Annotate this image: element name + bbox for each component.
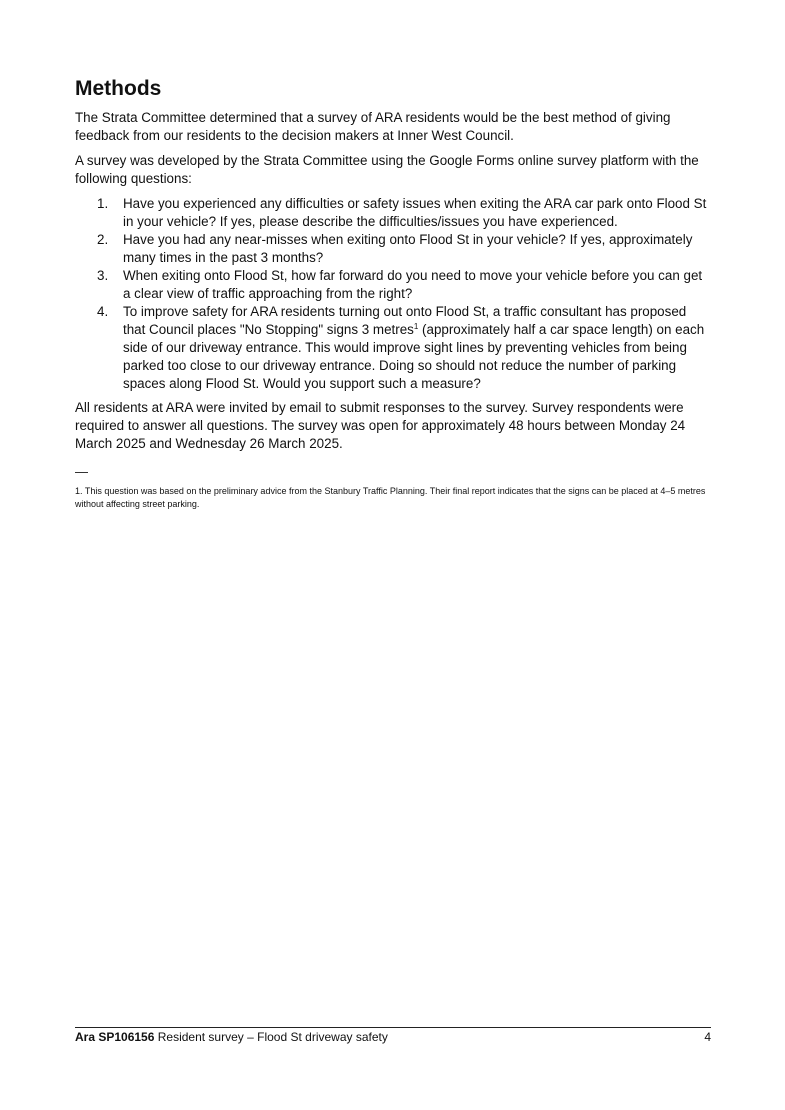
question-text: Have you experienced any difficulties or safety issues when exiting the ARA car park onto Flood St in your vehicle? If yes, please describe the difficulties/issues you have experienced. [123, 196, 707, 229]
question-text: When exiting onto Flood St, how far forward do you need to move your vehicle before you can get a clear view of traffic approaching from the right? [123, 268, 703, 301]
footnote-reference[interactable]: 1 [413, 322, 419, 331]
paragraph-survey-intro: A survey was developed by the Strata Committee using the Google Forms online survey platform with the following questions: [75, 153, 699, 186]
question-item [75, 195, 711, 231]
footer-doc-title: Resident survey – Flood St driveway safety [154, 1030, 388, 1044]
footer-divider [75, 1027, 711, 1028]
question-text: Have you had any near-misses when exiting onto Flood St in your vehicle? If yes, approximately many times in the past 3 months? [123, 232, 693, 265]
question-list [75, 195, 711, 393]
question-item [75, 267, 711, 303]
question-text-start: To improve safety for ARA residents turning out onto Flood St, a traffic consultant has proposed that Council places "No Stopping" signs 3 metres [123, 304, 687, 337]
question-number: 2. [97, 232, 109, 247]
footnote-divider [75, 472, 88, 473]
paragraph-survey-details: All residents at ARA were invited by email to submit responses to the survey. Survey respondents were required to answer all questions. The survey was open for approximately 48 hours between Monday 24 March 2025 and Wednesday 26 March 2025. [75, 400, 686, 451]
question-number: 1. [97, 196, 109, 211]
footnote-text: 1. This question was based on the preliminary advice from the Stanbury Traffic Planning. Their final report indicates that the signs can be placed at 4–5 metres without affecting street parking. [75, 486, 706, 509]
question-text-end: (approximately half a car space length) on each side of our driveway entrance. This would improve sight lines by preventing vehicles from being parked too close to our driveway entrance. Doing so should not reduce the number of parking spaces along Flood St. Would you support such a measure? [123, 322, 705, 391]
page-number: 4 [704, 1030, 711, 1044]
question-number: 4. [97, 304, 109, 319]
footer-doc-id: Ara SP106156 [75, 1030, 155, 1044]
section-heading: Methods [75, 77, 162, 100]
page-footer [75, 1029, 711, 1045]
question-number: 3. [97, 268, 109, 283]
question-item [75, 303, 711, 393]
document-page [75, 0, 711, 1110]
paragraph-purpose: The Strata Committee determined that a survey of ARA residents would be the best method of giving feedback from our residents to the decision makers at Inner West Council. [75, 110, 671, 143]
question-item [75, 231, 711, 267]
